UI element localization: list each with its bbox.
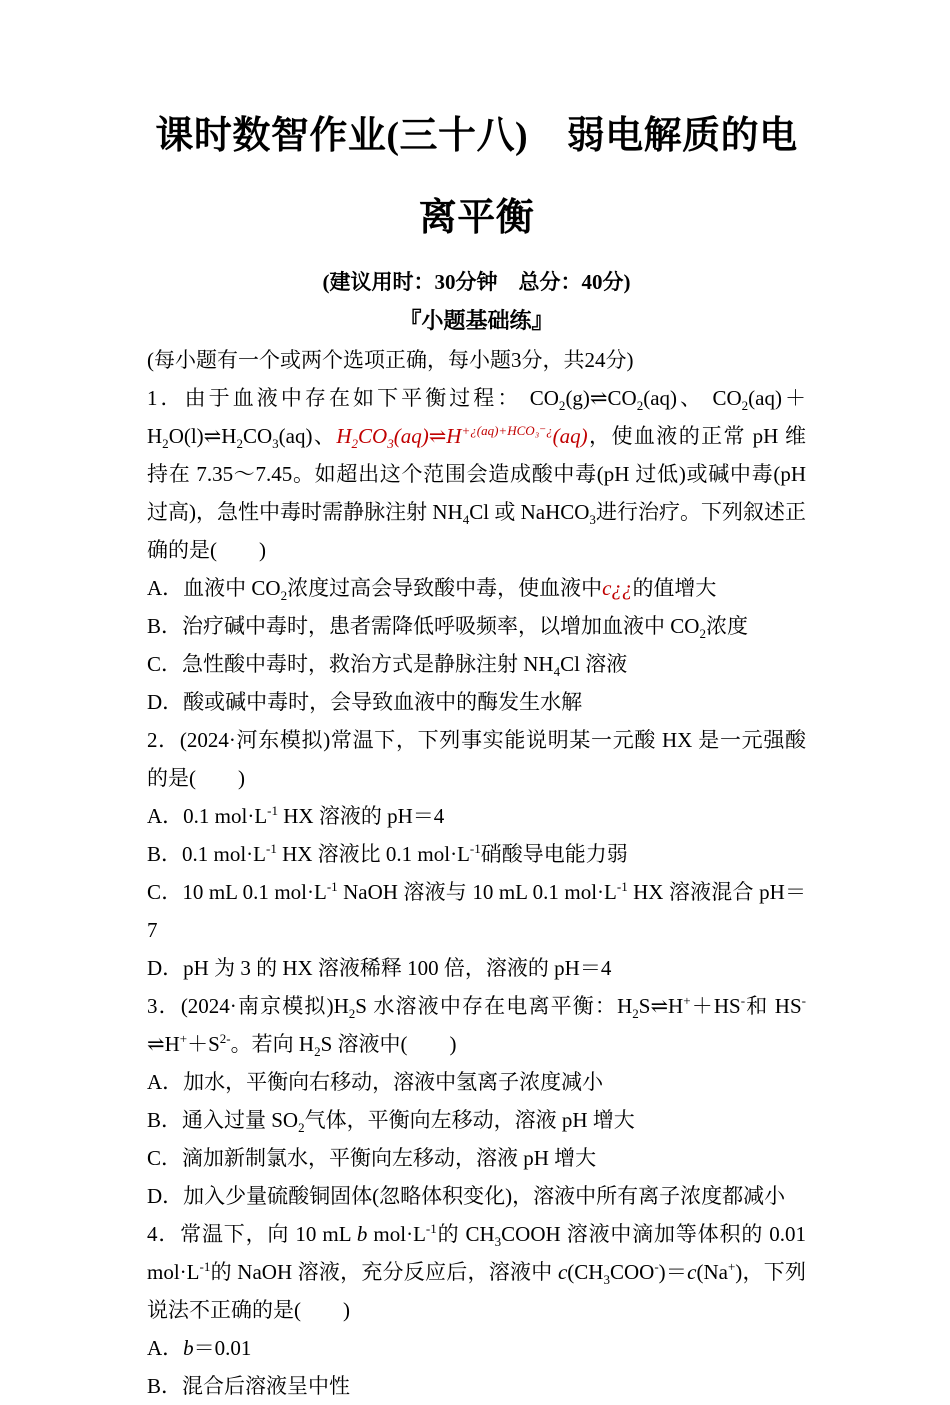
question-3: 3．(2024·南京模拟)$H_2S$ 水溶液中存在电离平衡：$H_2S\rightleftharpoons H^++HS^-$和 $HS^-\rightleftharpoons H^++S^{2-}$。若向 $H_2S$ 溶液中( ): [147, 993, 806, 1060]
question-3-option-a: A．加水，平衡向右移动，溶液中氢离子浓度减小: [147, 1070, 604, 1095]
question-2-option-a: A．0.1 $mol\cdot L^{-1}$ HX 溶液的 pH＝4: [147, 803, 445, 829]
question-1-option-c: C．急性酸中毒时，救治方式是静脉注射 $NH_4Cl$ 溶液: [147, 652, 628, 680]
question-1-option-a: A．血液中 $CO_2$浓度过高会导致酸中毒，使血液中c¿¿的值增大: [147, 576, 717, 604]
question-3-option-c: C．滴加新制氯水，平衡向左移动，溶液 pH 增大: [147, 1146, 597, 1171]
question-4-option-b: B．混合后溶液呈中性: [147, 1374, 351, 1399]
question-2-option-c: C．10 mL 0.1 $mol\cdot L^{-1}$ NaOH 溶液与 10 mL 0.1 $mol\cdot L^{-1}$ HX 溶液混合 pH＝7: [147, 879, 806, 943]
question-1-option-b: B．治疗碱中毒时，患者需降低呼吸频率，以增加血液中 $CO_2$浓度: [147, 614, 748, 642]
score-note: (每小题有一个或两个选项正确，每小题3分，共24分): [147, 348, 634, 373]
question-2-option-d: D．pH 为 3 的 HX 溶液稀释 100 倍，溶液的 pH＝4: [147, 956, 612, 981]
question-1: 1．由于血液中存在如下平衡过程： $CO_2(g)\rightleftharpoons CO_2(aq)$、 $CO_2(aq)+H_2O(l)\rightleftharpoons H_2CO_3(aq)$、$H_2CO_3(aq)\rightleftharpoons H^{+¿(aq)+HCO_3^-¿}(aq)$，使血液的正常 pH 维持在 7.35～7.45。如超出这个范围会造成酸中毒(pH 过低)或碱中毒(pH 过高)，急性中毒时需静脉注射 $NH_4Cl$ 或 NaHCO$_3$进行治疗。下列叙述正确的是( ): [147, 386, 807, 563]
page-title: 课时数智作业(三十八) 弱电解质的电离平衡: [155, 115, 798, 239]
question-4-option-a: A．b＝0.01: [147, 1336, 252, 1361]
section-header: 『小题基础练』: [399, 308, 554, 334]
question-3-option-b: B．通入过量 $SO_2$气体，平衡向左移动，溶液 pH 增大: [147, 1108, 635, 1136]
document-body: [147, 341, 806, 1405]
time-score-note: (建议用时：30分钟 总分：40分): [322, 270, 631, 295]
question-3-option-d: D．加入少量硫酸铜固体(忽略体积变化)，溶液中所有离子浓度都减小: [147, 1184, 786, 1209]
question-2-option-b: B．0.1 $mol\cdot L^{-1}$ HX 溶液比 0.1 $mol\cdot L^{-1}$硝酸导电能力弱: [147, 841, 628, 867]
question-4: 4．常温下，向 10 mL b $mol\cdot L^{-1}$的 $CH_3COOH$ 溶液中滴加等体积的 0.01 $mol\cdot L^{-1}$的 NaOH 溶液，充分反应后，溶液中 $c(CH_3COO^-)=c(Na^+)$，下列说法不正确的是( ): [147, 1221, 806, 1323]
question-2: 2．(2024·河东模拟)常温下，下列事实能说明某一元酸 HX 是一元强酸的是( ): [147, 728, 806, 791]
question-1-option-d: D．酸或碱中毒时，会导致血液中的酶发生水解: [147, 690, 583, 715]
